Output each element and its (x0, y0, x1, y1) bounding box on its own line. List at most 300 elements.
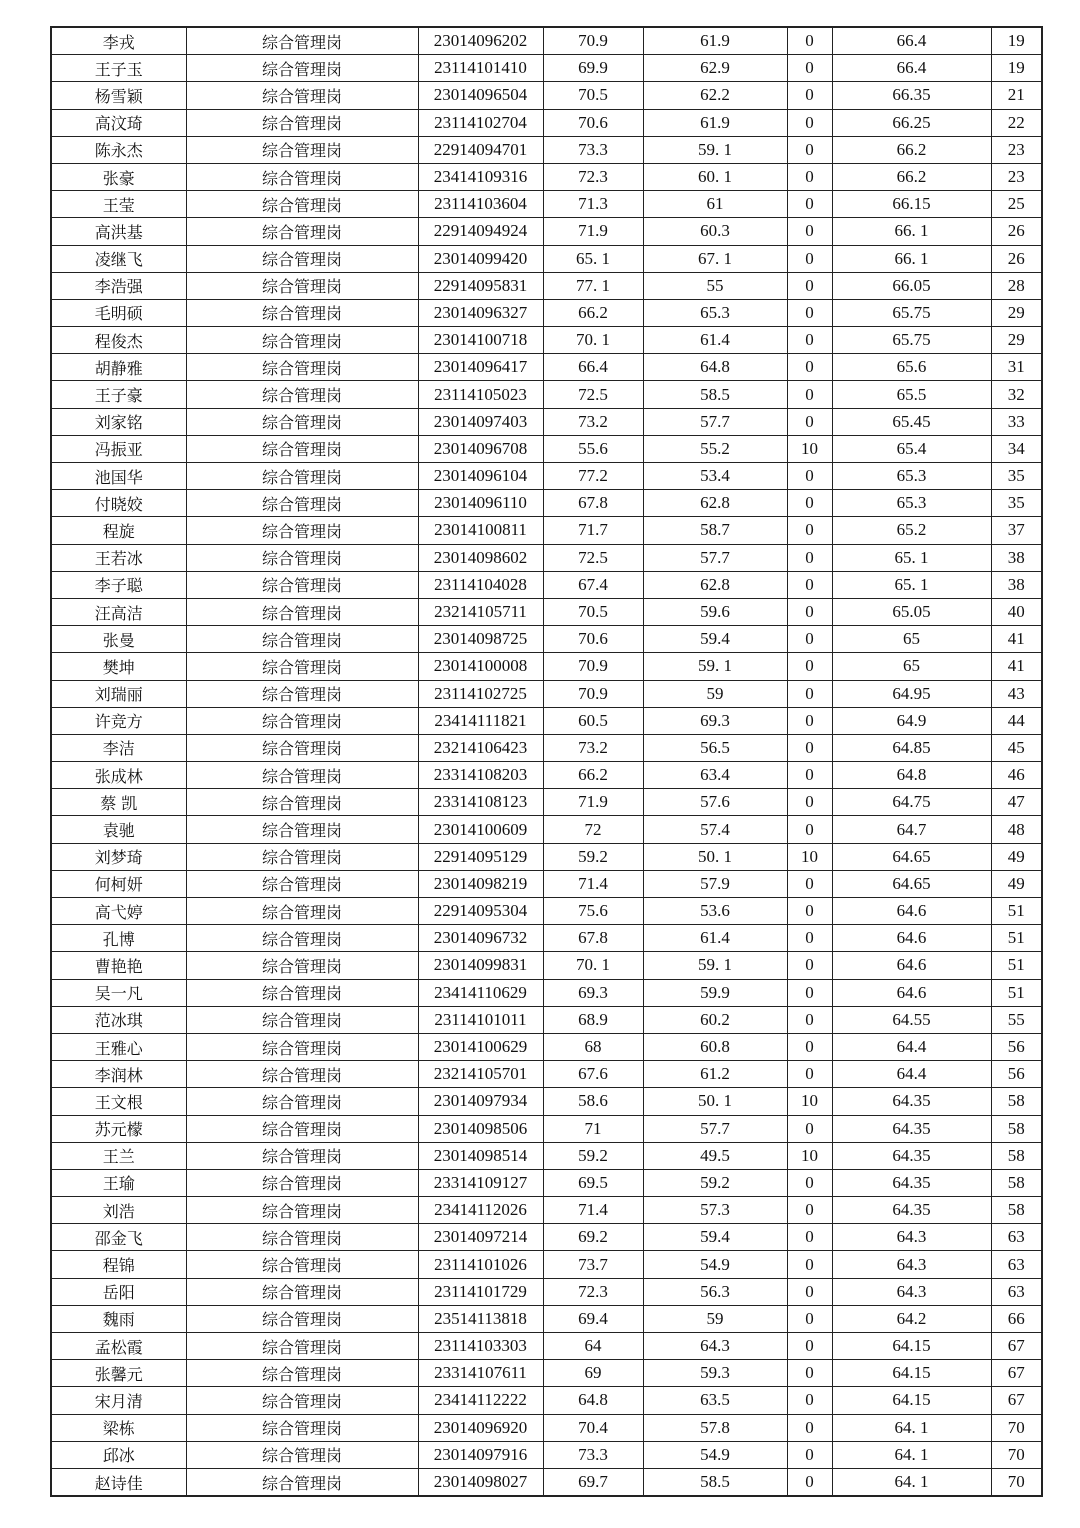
total-score-cell: 65.5 (832, 381, 991, 408)
rank-cell: 63 (991, 1224, 1042, 1251)
bonus-points-cell: 0 (787, 626, 832, 653)
ticket-number-cell: 23014100811 (418, 517, 543, 544)
written-score-cell: 71.9 (543, 218, 643, 245)
interview-score-cell: 59.9 (643, 979, 787, 1006)
written-score-cell: 70.5 (543, 82, 643, 109)
candidate-name-cell: 赵诗佳 (51, 1468, 186, 1496)
position-name-cell: 综合管理岗 (186, 870, 418, 897)
written-score-cell: 58.6 (543, 1088, 643, 1115)
total-score-cell: 65.2 (832, 517, 991, 544)
total-score-cell: 66.4 (832, 55, 991, 82)
ticket-number-cell: 23114102725 (418, 680, 543, 707)
ticket-number-cell: 23014096504 (418, 82, 543, 109)
ticket-number-cell: 23114103604 (418, 191, 543, 218)
total-score-cell: 64.65 (832, 870, 991, 897)
candidate-name-cell: 张成林 (51, 762, 186, 789)
interview-score-cell: 57.7 (643, 408, 787, 435)
table-row (51, 218, 1042, 245)
candidate-name-cell: 曹艳艳 (51, 952, 186, 979)
bonus-points-cell: 0 (787, 1033, 832, 1060)
interview-score-cell: 57.7 (643, 1115, 787, 1142)
total-score-cell: 66.05 (832, 272, 991, 299)
ticket-number-cell: 23014097214 (418, 1224, 543, 1251)
written-score-cell: 75.6 (543, 898, 643, 925)
candidate-name-cell: 李润林 (51, 1061, 186, 1088)
written-score-cell: 64 (543, 1333, 643, 1360)
position-name-cell: 综合管理岗 (186, 163, 418, 190)
rank-cell: 33 (991, 408, 1042, 435)
interview-score-cell: 59.4 (643, 626, 787, 653)
interview-score-cell: 62.2 (643, 82, 787, 109)
bonus-points-cell: 0 (787, 789, 832, 816)
position-name-cell: 综合管理岗 (186, 898, 418, 925)
table-row (51, 490, 1042, 517)
written-score-cell: 66.4 (543, 354, 643, 381)
ticket-number-cell: 23014096104 (418, 463, 543, 490)
bonus-points-cell: 0 (787, 571, 832, 598)
table-row (51, 82, 1042, 109)
position-name-cell: 综合管理岗 (186, 1468, 418, 1496)
candidate-name-cell: 王子玉 (51, 55, 186, 82)
written-score-cell: 70.5 (543, 598, 643, 625)
table-row (51, 463, 1042, 490)
bonus-points-cell: 0 (787, 870, 832, 897)
candidate-name-cell: 吴一凡 (51, 979, 186, 1006)
rank-cell: 58 (991, 1197, 1042, 1224)
table-row (51, 816, 1042, 843)
interview-score-cell: 50. 1 (643, 1088, 787, 1115)
table-row (51, 1305, 1042, 1332)
candidate-name-cell: 刘瑞丽 (51, 680, 186, 707)
total-score-cell: 65.4 (832, 435, 991, 462)
written-score-cell: 69.3 (543, 979, 643, 1006)
interview-score-cell: 50. 1 (643, 843, 787, 870)
bonus-points-cell: 0 (787, 55, 832, 82)
interview-score-cell: 64.3 (643, 1333, 787, 1360)
rank-cell: 38 (991, 571, 1042, 598)
table-row (51, 898, 1042, 925)
candidate-name-cell: 刘家铭 (51, 408, 186, 435)
ticket-number-cell: 23014096202 (418, 27, 543, 55)
ticket-number-cell: 23114101026 (418, 1251, 543, 1278)
table-row (51, 571, 1042, 598)
total-score-cell: 64.95 (832, 680, 991, 707)
written-score-cell: 69.5 (543, 1169, 643, 1196)
total-score-cell: 64.2 (832, 1305, 991, 1332)
written-score-cell: 73.3 (543, 136, 643, 163)
interview-score-cell: 65.3 (643, 299, 787, 326)
rank-cell: 49 (991, 870, 1042, 897)
total-score-cell: 64.4 (832, 1061, 991, 1088)
bonus-points-cell: 0 (787, 653, 832, 680)
position-name-cell: 综合管理岗 (186, 27, 418, 55)
interview-score-cell: 54.9 (643, 1441, 787, 1468)
candidate-name-cell: 高洪基 (51, 218, 186, 245)
bonus-points-cell: 0 (787, 952, 832, 979)
written-score-cell: 66.2 (543, 299, 643, 326)
total-score-cell: 65.6 (832, 354, 991, 381)
position-name-cell: 综合管理岗 (186, 1033, 418, 1060)
total-score-cell: 66.2 (832, 163, 991, 190)
rank-cell: 23 (991, 163, 1042, 190)
written-score-cell: 69 (543, 1360, 643, 1387)
position-name-cell: 综合管理岗 (186, 1115, 418, 1142)
position-name-cell: 综合管理岗 (186, 1197, 418, 1224)
position-name-cell: 综合管理岗 (186, 218, 418, 245)
rank-cell: 21 (991, 82, 1042, 109)
candidate-name-cell: 胡静雅 (51, 354, 186, 381)
rank-cell: 67 (991, 1333, 1042, 1360)
total-score-cell: 64.6 (832, 979, 991, 1006)
candidate-name-cell: 樊坤 (51, 653, 186, 680)
position-name-cell: 综合管理岗 (186, 979, 418, 1006)
table-row (51, 1169, 1042, 1196)
position-name-cell: 综合管理岗 (186, 381, 418, 408)
bonus-points-cell: 0 (787, 354, 832, 381)
written-score-cell: 67.4 (543, 571, 643, 598)
ticket-number-cell: 22914095129 (418, 843, 543, 870)
total-score-cell: 64. 1 (832, 1468, 991, 1496)
candidate-name-cell: 凌继飞 (51, 245, 186, 272)
rank-cell: 43 (991, 680, 1042, 707)
written-score-cell: 69.4 (543, 1305, 643, 1332)
rank-cell: 55 (991, 1006, 1042, 1033)
rank-cell: 40 (991, 598, 1042, 625)
ticket-number-cell: 23114104028 (418, 571, 543, 598)
ticket-number-cell: 23014098725 (418, 626, 543, 653)
interview-score-cell: 61.2 (643, 1061, 787, 1088)
interview-score-cell: 57.4 (643, 816, 787, 843)
written-score-cell: 70. 1 (543, 952, 643, 979)
bonus-points-cell: 0 (787, 762, 832, 789)
bonus-points-cell: 0 (787, 1468, 832, 1496)
written-score-cell: 69.9 (543, 55, 643, 82)
bonus-points-cell: 10 (787, 1088, 832, 1115)
position-name-cell: 综合管理岗 (186, 707, 418, 734)
table-row (51, 979, 1042, 1006)
bonus-points-cell: 0 (787, 1414, 832, 1441)
ticket-number-cell: 23014098027 (418, 1468, 543, 1496)
rank-cell: 58 (991, 1088, 1042, 1115)
position-name-cell: 综合管理岗 (186, 136, 418, 163)
table-row (51, 163, 1042, 190)
rank-cell: 28 (991, 272, 1042, 299)
ticket-number-cell: 23014096920 (418, 1414, 543, 1441)
position-name-cell: 综合管理岗 (186, 1224, 418, 1251)
position-name-cell: 综合管理岗 (186, 82, 418, 109)
written-score-cell: 70.6 (543, 109, 643, 136)
ticket-number-cell: 23214106423 (418, 734, 543, 761)
interview-score-cell: 63.5 (643, 1387, 787, 1414)
rank-cell: 23 (991, 136, 1042, 163)
rank-cell: 49 (991, 843, 1042, 870)
total-score-cell: 65. 1 (832, 571, 991, 598)
total-score-cell: 64.55 (832, 1006, 991, 1033)
bonus-points-cell: 0 (787, 490, 832, 517)
candidate-name-cell: 程锦 (51, 1251, 186, 1278)
table-row (51, 381, 1042, 408)
written-score-cell: 70. 1 (543, 327, 643, 354)
bonus-points-cell: 0 (787, 1305, 832, 1332)
position-name-cell: 综合管理岗 (186, 191, 418, 218)
written-score-cell: 77. 1 (543, 272, 643, 299)
written-score-cell: 70.4 (543, 1414, 643, 1441)
rank-cell: 25 (991, 191, 1042, 218)
table-row (51, 136, 1042, 163)
ticket-number-cell: 23014096708 (418, 435, 543, 462)
bonus-points-cell: 10 (787, 843, 832, 870)
table-row (51, 191, 1042, 218)
rank-cell: 58 (991, 1169, 1042, 1196)
rank-cell: 56 (991, 1061, 1042, 1088)
position-name-cell: 综合管理岗 (186, 653, 418, 680)
table-row (51, 843, 1042, 870)
bonus-points-cell: 0 (787, 1278, 832, 1305)
interview-score-cell: 57.9 (643, 870, 787, 897)
interview-score-cell: 59. 1 (643, 653, 787, 680)
bonus-points-cell: 0 (787, 598, 832, 625)
position-name-cell: 综合管理岗 (186, 952, 418, 979)
written-score-cell: 77.2 (543, 463, 643, 490)
interview-score-cell: 59. 1 (643, 136, 787, 163)
bonus-points-cell: 0 (787, 707, 832, 734)
table-row (51, 544, 1042, 571)
ticket-number-cell: 23414110629 (418, 979, 543, 1006)
candidate-name-cell: 李戎 (51, 27, 186, 55)
ticket-number-cell: 23314108123 (418, 789, 543, 816)
interview-score-cell: 60. 1 (643, 163, 787, 190)
bonus-points-cell: 0 (787, 1333, 832, 1360)
total-score-cell: 65.05 (832, 598, 991, 625)
position-name-cell: 综合管理岗 (186, 490, 418, 517)
position-name-cell: 综合管理岗 (186, 626, 418, 653)
ticket-number-cell: 23014098602 (418, 544, 543, 571)
rank-cell: 51 (991, 952, 1042, 979)
position-name-cell: 综合管理岗 (186, 1441, 418, 1468)
bonus-points-cell: 0 (787, 218, 832, 245)
total-score-cell: 65 (832, 626, 991, 653)
rank-cell: 38 (991, 544, 1042, 571)
written-score-cell: 73.2 (543, 408, 643, 435)
candidate-name-cell: 范冰琪 (51, 1006, 186, 1033)
table-row (51, 109, 1042, 136)
table-row (51, 299, 1042, 326)
position-name-cell: 综合管理岗 (186, 734, 418, 761)
table-row (51, 272, 1042, 299)
position-name-cell: 综合管理岗 (186, 1387, 418, 1414)
bonus-points-cell: 0 (787, 1115, 832, 1142)
interview-score-cell: 62.8 (643, 571, 787, 598)
interview-score-cell: 59. 1 (643, 952, 787, 979)
ticket-number-cell: 23014100629 (418, 1033, 543, 1060)
position-name-cell: 综合管理岗 (186, 327, 418, 354)
written-score-cell: 72.3 (543, 163, 643, 190)
table-row (51, 1360, 1042, 1387)
rank-cell: 34 (991, 435, 1042, 462)
candidate-name-cell: 李子聪 (51, 571, 186, 598)
written-score-cell: 67.8 (543, 490, 643, 517)
written-score-cell: 72.3 (543, 1278, 643, 1305)
written-score-cell: 68 (543, 1033, 643, 1060)
ticket-number-cell: 23014096417 (418, 354, 543, 381)
table-row (51, 1061, 1042, 1088)
bonus-points-cell: 0 (787, 898, 832, 925)
table-row (51, 1224, 1042, 1251)
candidate-name-cell: 宋月清 (51, 1387, 186, 1414)
position-name-cell: 综合管理岗 (186, 925, 418, 952)
total-score-cell: 64.6 (832, 898, 991, 925)
position-name-cell: 综合管理岗 (186, 816, 418, 843)
interview-score-cell: 61.9 (643, 27, 787, 55)
written-score-cell: 71.4 (543, 1197, 643, 1224)
bonus-points-cell: 0 (787, 1006, 832, 1033)
total-score-cell: 66. 1 (832, 245, 991, 272)
bonus-points-cell: 0 (787, 1360, 832, 1387)
total-score-cell: 64.15 (832, 1387, 991, 1414)
candidate-name-cell: 汪高洁 (51, 598, 186, 625)
total-score-cell: 65.75 (832, 327, 991, 354)
candidate-name-cell: 许竞方 (51, 707, 186, 734)
ticket-number-cell: 23014098219 (418, 870, 543, 897)
written-score-cell: 71.3 (543, 191, 643, 218)
position-name-cell: 综合管理岗 (186, 1278, 418, 1305)
candidate-name-cell: 蔡 凯 (51, 789, 186, 816)
rank-cell: 47 (991, 789, 1042, 816)
total-score-cell: 64.35 (832, 1115, 991, 1142)
rank-cell: 63 (991, 1251, 1042, 1278)
table-row (51, 1197, 1042, 1224)
total-score-cell: 64.35 (832, 1088, 991, 1115)
rank-cell: 44 (991, 707, 1042, 734)
bonus-points-cell: 0 (787, 1251, 832, 1278)
total-score-cell: 64.8 (832, 762, 991, 789)
ticket-number-cell: 23014096110 (418, 490, 543, 517)
ticket-number-cell: 23114101011 (418, 1006, 543, 1033)
position-name-cell: 综合管理岗 (186, 272, 418, 299)
ticket-number-cell: 23314109127 (418, 1169, 543, 1196)
table-row (51, 789, 1042, 816)
candidate-name-cell: 袁驰 (51, 816, 186, 843)
ticket-number-cell: 23114101410 (418, 55, 543, 82)
table-row (51, 27, 1042, 55)
bonus-points-cell: 0 (787, 544, 832, 571)
interview-score-cell: 57.3 (643, 1197, 787, 1224)
rank-cell: 19 (991, 27, 1042, 55)
written-score-cell: 59.2 (543, 843, 643, 870)
candidate-name-cell: 孟松霞 (51, 1333, 186, 1360)
rank-cell: 31 (991, 354, 1042, 381)
total-score-cell: 66.35 (832, 82, 991, 109)
written-score-cell: 60.5 (543, 707, 643, 734)
total-score-cell: 64. 1 (832, 1414, 991, 1441)
interview-score-cell: 58.5 (643, 1468, 787, 1496)
candidate-name-cell: 魏雨 (51, 1305, 186, 1332)
rank-cell: 26 (991, 245, 1042, 272)
table-row (51, 55, 1042, 82)
position-name-cell: 综合管理岗 (186, 1088, 418, 1115)
table-row (51, 245, 1042, 272)
candidate-name-cell: 苏元檬 (51, 1115, 186, 1142)
candidate-name-cell: 陈永杰 (51, 136, 186, 163)
rank-cell: 26 (991, 218, 1042, 245)
rank-cell: 22 (991, 109, 1042, 136)
ticket-number-cell: 23114102704 (418, 109, 543, 136)
written-score-cell: 69.7 (543, 1468, 643, 1496)
interview-score-cell: 55 (643, 272, 787, 299)
rank-cell: 29 (991, 299, 1042, 326)
bonus-points-cell: 0 (787, 463, 832, 490)
total-score-cell: 64.6 (832, 925, 991, 952)
table-row (51, 734, 1042, 761)
total-score-cell: 66.15 (832, 191, 991, 218)
total-score-cell: 66.2 (832, 136, 991, 163)
ticket-number-cell: 22914095304 (418, 898, 543, 925)
written-score-cell: 68.9 (543, 1006, 643, 1033)
position-name-cell: 综合管理岗 (186, 408, 418, 435)
interview-score-cell: 60.8 (643, 1033, 787, 1060)
rank-cell: 70 (991, 1441, 1042, 1468)
rank-cell: 35 (991, 463, 1042, 490)
bonus-points-cell: 0 (787, 408, 832, 435)
position-name-cell: 综合管理岗 (186, 299, 418, 326)
written-score-cell: 70.6 (543, 626, 643, 653)
written-score-cell: 69.2 (543, 1224, 643, 1251)
ticket-number-cell: 23114105023 (418, 381, 543, 408)
table-row (51, 1088, 1042, 1115)
bonus-points-cell: 0 (787, 327, 832, 354)
table-row (51, 680, 1042, 707)
written-score-cell: 71.7 (543, 517, 643, 544)
position-name-cell: 综合管理岗 (186, 1006, 418, 1033)
bonus-points-cell: 0 (787, 1197, 832, 1224)
candidate-name-cell: 张馨元 (51, 1360, 186, 1387)
table-row (51, 327, 1042, 354)
candidate-name-cell: 杨雪颖 (51, 82, 186, 109)
ticket-number-cell: 23514113818 (418, 1305, 543, 1332)
total-score-cell: 64.3 (832, 1251, 991, 1278)
candidate-name-cell: 邱冰 (51, 1441, 186, 1468)
position-name-cell: 综合管理岗 (186, 435, 418, 462)
rank-cell: 70 (991, 1414, 1042, 1441)
table-row (51, 1142, 1042, 1169)
written-score-cell: 71.4 (543, 870, 643, 897)
written-score-cell: 64.8 (543, 1387, 643, 1414)
candidate-name-cell: 毛明硕 (51, 299, 186, 326)
ticket-number-cell: 23214105711 (418, 598, 543, 625)
table-row (51, 1414, 1042, 1441)
total-score-cell: 64.4 (832, 1033, 991, 1060)
ticket-number-cell: 22914095831 (418, 272, 543, 299)
position-name-cell: 综合管理岗 (186, 1169, 418, 1196)
interview-score-cell: 58.5 (643, 381, 787, 408)
written-score-cell: 72.5 (543, 544, 643, 571)
interview-score-cell: 59 (643, 1305, 787, 1332)
table-row (51, 952, 1042, 979)
bonus-points-cell: 0 (787, 82, 832, 109)
written-score-cell: 72 (543, 816, 643, 843)
position-name-cell: 综合管理岗 (186, 598, 418, 625)
written-score-cell: 66.2 (543, 762, 643, 789)
bonus-points-cell: 0 (787, 1224, 832, 1251)
candidate-name-cell: 刘浩 (51, 1197, 186, 1224)
table-row (51, 925, 1042, 952)
interview-score-cell: 57.8 (643, 1414, 787, 1441)
rank-cell: 67 (991, 1387, 1042, 1414)
interview-score-cell: 59.6 (643, 598, 787, 625)
candidate-name-cell: 王莹 (51, 191, 186, 218)
position-name-cell: 综合管理岗 (186, 55, 418, 82)
bonus-points-cell: 0 (787, 816, 832, 843)
